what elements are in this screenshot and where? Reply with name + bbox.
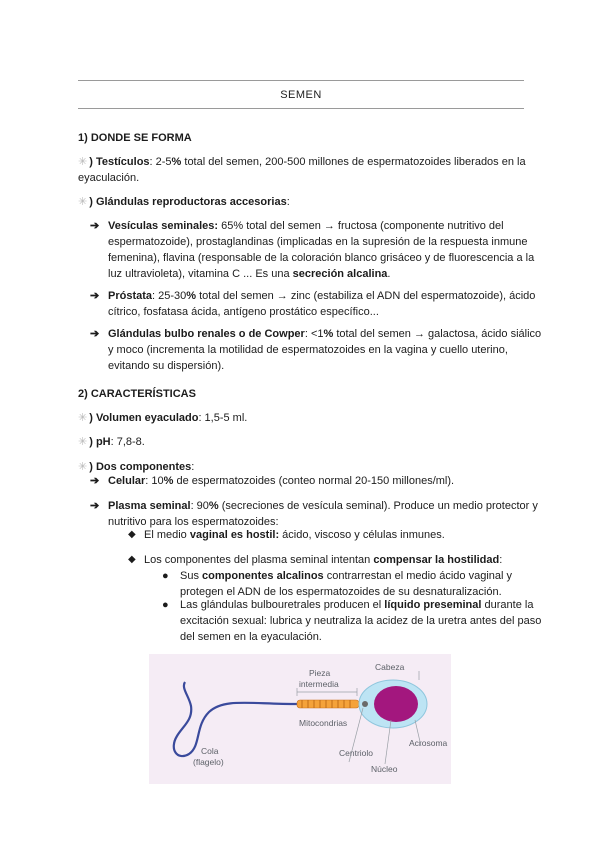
cowper-text: : <1 <box>304 328 324 340</box>
prostata-text: : 25-30 <box>152 290 187 302</box>
ph-paragraph <box>78 435 528 451</box>
vesiculas-end: . <box>387 267 391 280</box>
vaginal-item <box>128 528 544 544</box>
tail-flagellum <box>174 682 297 756</box>
hostilidad-bold: compensar la hostilidad <box>373 554 500 566</box>
sperm-diagram <box>149 654 451 784</box>
componentes-label: ) Dos componentes <box>89 461 192 473</box>
ph-label: ) pH <box>89 436 111 448</box>
testiculos-label: ) Testículos <box>89 156 150 168</box>
asterisk-icon: ✳ <box>78 196 88 208</box>
prostata-pct: % <box>186 290 197 302</box>
asterisk-icon: ✳ <box>78 412 88 424</box>
testiculos-paragraph <box>78 155 528 187</box>
label-pieza: Pieza <box>309 668 331 678</box>
hostilidad-item <box>128 553 544 569</box>
cowper-pct: % <box>323 328 334 340</box>
hostilidad-post: : <box>499 554 503 566</box>
plasma-text-2: (secreciones de vesícula seminal). Produce un medio protector y nutritivo para los espermatozoides: <box>108 500 538 528</box>
section-heading-donde-se-forma: 1) DONDE SE FORMA <box>78 132 192 144</box>
cowper-text-2: total del semen → galactosa, ácido siálico y moco (incrementa la motilidad de espermatozoides en la vagina y cuello uterino, evitando su dispersión). <box>108 328 542 372</box>
plasma-label: Plasma seminal <box>108 500 191 512</box>
page-title: SEMEN <box>280 89 322 101</box>
arrow-icon: ➔ <box>90 328 100 340</box>
preseminal-item <box>162 598 546 646</box>
volumen-label: ) Volumen eyaculado <box>89 412 199 424</box>
glandulas-label: ) Glándulas reproductoras accesorias <box>89 196 287 208</box>
centriole <box>362 701 368 707</box>
volumen-paragraph <box>78 411 528 427</box>
label-flagelo: (flagelo) <box>193 757 224 767</box>
dot-bullet-icon: ● <box>162 570 169 582</box>
testiculos-text-2: total del semen, 200-500 millones de espermatozoides liberados en la eyaculación. <box>78 156 526 184</box>
componentes-tail: : <box>191 461 195 473</box>
prostata-label: Próstata <box>108 290 153 302</box>
testiculos-pct: % <box>171 156 182 168</box>
plasma-pct: % <box>208 500 219 512</box>
glandulas-tail: : <box>286 196 290 208</box>
prostata-item <box>90 289 548 321</box>
asterisk-icon: ✳ <box>78 461 88 473</box>
vesiculas-label: Vesículas seminales: <box>108 220 219 232</box>
glandulas-paragraph <box>78 195 528 211</box>
label-mitocondrias: Mitocondrias <box>299 718 348 728</box>
ph-text: : 7,8-8. <box>110 436 145 448</box>
alcalinos-bold: componentes alcalinos <box>202 570 324 582</box>
title-rule <box>78 108 524 109</box>
asterisk-icon: ✳ <box>78 156 88 168</box>
vesiculas-item <box>90 219 548 283</box>
top-rule <box>78 80 524 81</box>
label-cabeza: Cabeza <box>375 662 405 672</box>
alcalinos-item <box>162 569 546 601</box>
vesiculas-bold-end: secreción alcalina <box>292 267 388 280</box>
diamond-bullet-icon: ◆ <box>128 529 136 540</box>
vaginal-post: ácido, viscoso y células inmunes. <box>279 529 445 541</box>
label-cola: Cola <box>201 746 219 756</box>
label-acrosoma: Acrosoma <box>409 738 448 748</box>
arrow-icon: ➔ <box>90 220 100 232</box>
label-centriolo: Centriolo <box>339 748 374 758</box>
plasma-text: : 90 <box>190 500 209 512</box>
celular-label: Celular <box>108 475 146 487</box>
plasma-item <box>90 499 548 531</box>
arrow-icon: ➔ <box>90 475 100 487</box>
preseminal-bold: líquido preseminal <box>384 599 482 611</box>
nucleus <box>374 686 418 722</box>
section-heading-caracteristicas: 2) CARACTERÍSTICAS <box>78 388 196 400</box>
hostilidad-pre: Los componentes del plasma seminal intentan <box>144 554 374 566</box>
alcalinos-post: contrarrestan el medio ácido vaginal y protegen el ADN de los espermatozoides de su desnaturalización. <box>180 570 512 598</box>
preseminal-post: durante la excitación sexual: lubrica y neutraliza la acidez de la uretra antes del paso del semen en la eyaculación. <box>180 599 542 643</box>
asterisk-icon: ✳ <box>78 436 88 448</box>
arrow-icon: ➔ <box>90 290 100 302</box>
testiculos-text: : 2-5 <box>149 156 172 168</box>
prostata-text-2: total del semen → zinc (estabiliza el ADN del espermatozoide), ácido cítrico, fosfatasa ácida, antígeno prostático específico... <box>108 290 536 318</box>
preseminal-pre: Las glándulas bulbouretrales producen el <box>180 599 385 611</box>
celular-pct: % <box>163 475 174 487</box>
vesiculas-text: 65% total del semen → fructosa (componente nutritivo del espermatozoide), prostaglandinas (implicadas en la supresión de la respuesta inmune femenina), flavina (responsable de la coloración blanco grisáceo y de fluorescencia a la luz ultravioleta), vitamina C ... Es una <box>108 220 535 280</box>
label-nucleo: Núcleo <box>371 764 398 774</box>
alcalinos-pre: Sus <box>180 570 203 582</box>
vaginal-pre: El medio <box>144 529 190 541</box>
label-intermedia: intermedia <box>299 679 339 689</box>
sperm-diagram-svg <box>149 654 451 784</box>
vaginal-bold: vaginal es hostil: <box>189 529 280 541</box>
arrow-icon: ➔ <box>90 500 100 512</box>
diamond-bullet-icon: ◆ <box>128 554 136 565</box>
cowper-item <box>90 327 548 375</box>
dot-bullet-icon: ● <box>162 599 169 611</box>
cowper-label: Glándulas bulbo renales o de Cowper <box>108 328 305 340</box>
celular-item <box>90 474 548 490</box>
celular-text-2: de espermatozoides (conteo normal 20-150 millones/ml). <box>173 475 455 487</box>
celular-text: : 10 <box>145 475 164 487</box>
volumen-text: : 1,5-5 ml. <box>198 412 248 424</box>
